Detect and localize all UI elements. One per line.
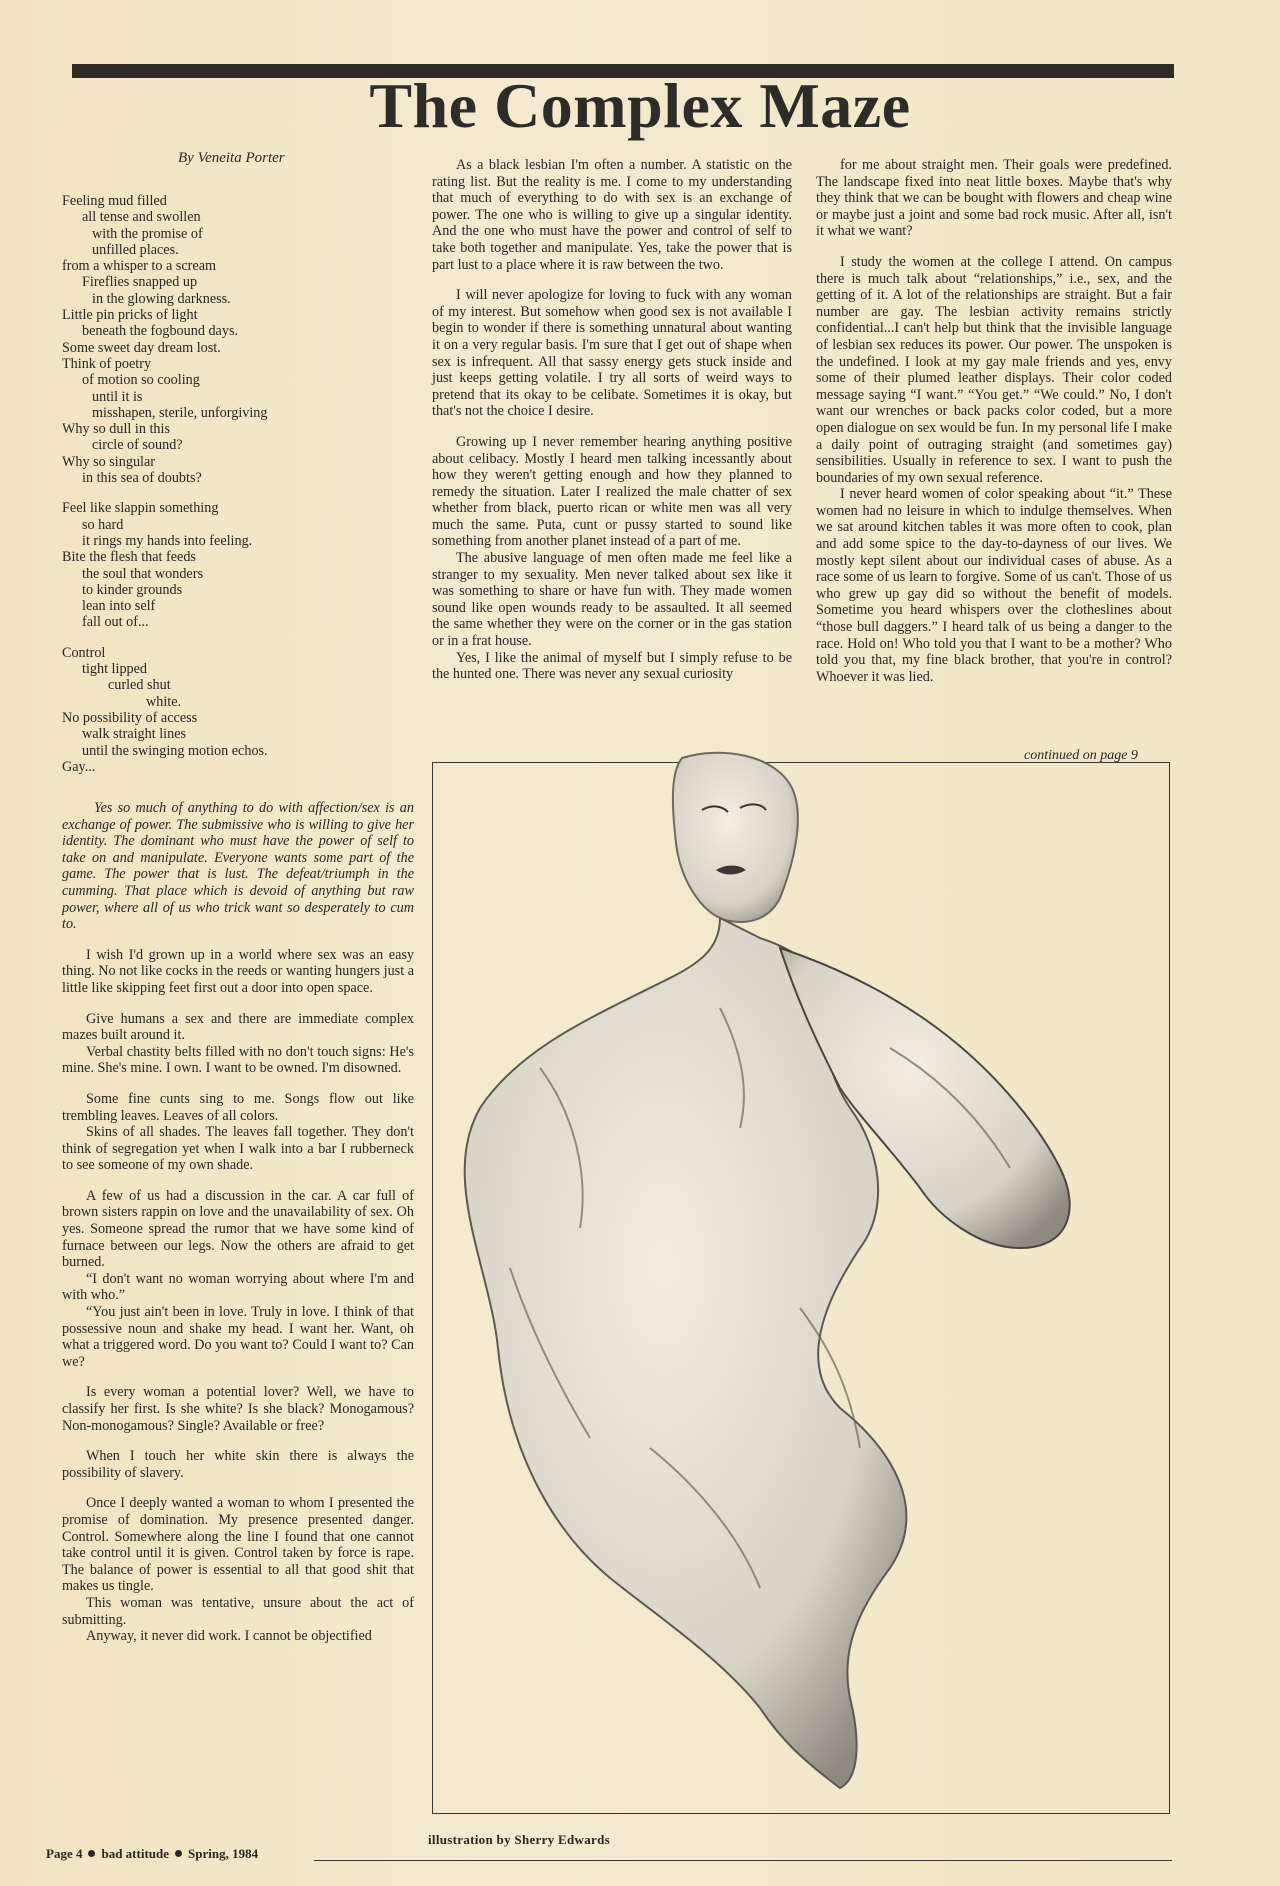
poem-stanza [62,193,362,486]
paragraph: I will never apologize for loving to fuck with any woman of my interest. But somehow when good sex is not available I begin to wonder if there is something unnatural about wanting it on a very regular basis. I'm sure that I get out of shape when sex is infrequent. All that sassy energy gets stuck inside and just keeps getting volatile. I try all sorts of weird ways to pretend that its okay to be celibate. Sometimes it is okay, but that's not the choice I desire. [432,287,792,420]
poem-line: Think of poetry [62,355,152,372]
poem-line: curled shut [108,677,171,694]
poem-line: so hard [82,516,124,533]
poem-line: fall out of... [82,614,149,631]
poem-line: beneath the fogbound days. [82,323,239,340]
poem [62,193,362,789]
byline: By Veneita Porter [178,150,285,166]
paragraph: This woman was tentative, unsure about the act of submitting. [62,1594,414,1628]
issue-date: Spring, 1984 [188,1846,259,1861]
poem-line: in this sea of doubts? [82,470,202,487]
footer-rule [314,1860,1172,1861]
paragraph: “You just ain't been in love. Truly in love. I think of that possessive noun and shake my head. I want her. Want, oh what a triggered word. Do you want to? Could I want to? Can we? [62,1304,414,1370]
poem-line: circle of sound? [92,437,183,454]
poem-line: Control [62,644,106,661]
poem-line: Little pin pricks of light [62,307,198,324]
paragraph: Skins of all shades. The leaves fall together. They don't think of segregation yet when I walk into a bar I rubberneck to see someone of my own shade. [62,1124,414,1174]
poem-line: in the glowing darkness. [92,290,231,307]
poem-line: tight lipped [82,661,148,678]
paragraph: Yes, I like the animal of myself but I simply refuse to be the hunted one. There was never any sexual curiosity [432,649,792,683]
poem-line: Bite the flesh that feeds [62,549,196,566]
poem-line: Why so dull in this [62,421,170,438]
poem-stanza [62,645,362,775]
headline: The Complex Maze [369,70,911,141]
paragraph: As a black lesbian I'm often a number. A statistic on the rating list. But the reality is me. I come to my understanding that much of everything to do with sex is an exchange of power. The one who is willing to give up a singular identity. And the one who must have the power and control of self to take both together and manipulate. Yes, take the power that is part lust to a place where it is raw between the two. [432,157,792,273]
paragraph: Once I deeply wanted a woman to whom I presented the promise of domination. My presence presented danger. Control. Somewhere along the line I found that one cannot take control until it is given. Control taken by force is rape. The balance of power is essential to all that good shit that makes us tingle. [62,1495,414,1595]
paragraph: Yes so much of anything to do with affection/sex is an exchange of power. The submissive who is willing to give her identity. The dominant who must have the power of self to take on and manipulate. Everyone wants some part of the game. The power that is lust. The defeat/triumph in the cumming. That place which is devoid of anything but raw power, where all of us who trick want so desperately to cum to. [62,800,414,933]
publication-name: bad attitude [101,1846,170,1861]
paragraph: Some fine cunts sing to me. Songs flow out like trembling leaves. Leaves of all colors. [62,1090,414,1124]
paragraph: Anyway, it never did work. I cannot be objectified [86,1628,372,1645]
poem-line: Some sweet day dream lost. [62,339,221,356]
poem-line: from a whisper to a scream [62,258,217,275]
poem-line: Fireflies snapped up [82,274,198,291]
paragraph: “I don't want no woman worrying about where I'm and with who.” [62,1270,414,1304]
poem-line: of motion so cooling [82,372,200,389]
poem-line: with the promise of [92,225,203,242]
page-footer [46,1846,258,1862]
figure-illustration [420,748,1200,1828]
poem-line: Why so singular [62,453,155,470]
poem-line: walk straight lines [82,726,187,743]
illustration-credit: illustration by Sherry Edwards [428,1832,610,1847]
left-column-text [62,800,414,1645]
page-number: Page 4 [46,1846,83,1861]
paragraph: The abusive language of men often made me feel like a stranger to my sexuality. Men never talked about sex like it was something to share or have fun with. They made women sound like open wounds ready to be assaulted. It all seemed the same whether they were on the corner or in the gas station or in a frat house. [432,550,792,650]
figure-head [673,753,798,922]
right-column-text [816,157,1172,685]
poem-line: to kinder grounds [82,581,183,598]
poem-line: white. [146,693,182,710]
poem-line: Feel like slappin something [62,500,219,517]
poem-stanza [62,500,362,630]
paragraph: I wish I'd grown up in a world where sex was an easy thing. No not like cocks in the reeds or wanting hungers just a little like skipping feet first out a door into open space. [62,946,414,996]
bullet-icon [175,1850,182,1857]
poem-line: until the swinging motion echos. [82,742,268,759]
poem-line: all tense and swollen [82,209,201,226]
paragraph: Growing up I never remember hearing anything positive about celibacy. Mostly I heard men talking incessantly about how they weren't getting enough and how they planned to remedy the situation. Later I realized the male chatter of sex whether from black, puerto rican or white men was all very much the same. Puta, cunt or pussy started to sound like something from another planet instead of a part of me. [432,433,792,550]
paragraph: I study the women at the college I attend. On campus there is much talk about “relationships,” i.e., sex, and the getting of it. A lot of the relationships are straight. But a fair number are gay. The lesbian activity remains strictly confidential...I can't help but think that the invisible language of lesbian sex reduces its power. Our power. The unspoken is the undefined. I look at my gay male friends and yes, envy some of their plumed leather displays. Their color coded message saying “I want.” “You get.” “We could.” No, I don't want our wrenches or back packs color coded, but a more open dialogue on sex would be fun. In my personal life I make a daily point of outraging straight (and sometimes gay) sensibilities. Usually in reference to sex. I want to push the boundaries of my own sexual reference. [816,253,1172,486]
poem-line: unfilled places. [92,241,179,258]
poem-line: Feeling mud filled [62,193,167,209]
paragraph: Give humans a sex and there are immediate complex mazes built around it. [62,1010,414,1044]
poem-line: it rings my hands into feeling. [82,532,253,549]
paragraph: Is every woman a potential lover? Well, we have to classify her first. Is she white? Is she black? Monogamous? Non-monogamous? Single? Available or free? [62,1384,414,1434]
paragraph: I never heard women of color speaking about “it.” These women had no leisure in which to indulge themselves. When we sat around kitchen tables it was more often to cook, plan and add some spice to the day-to-dayness of our lives. We mostly kept silent about our individual cases of abuse. As a race some of us learn to forgive. Some of us can't. Those of us who grew up gay did so without the benefit of models. Sometime you heard whispers over the clotheslines about “those bull daggers.” I heard talk of us being a danger to the race. Hold on! Who told you that I want to be a mother? Who told you that, my fine black brother, that you're in control? Whoever it was lied. [816,486,1172,685]
continued-note: continued on page 9 [1024,748,1138,763]
poem-line: until it is [92,388,143,405]
poem-line: Gay... [62,758,96,775]
middle-column-text [432,157,792,683]
bullet-icon [88,1850,95,1857]
paragraph: When I touch her white skin there is always the possibility of slavery. [62,1448,414,1481]
poem-line: the soul that wonders [82,565,203,582]
paragraph: A few of us had a discussion in the car. A car full of brown sisters rappin on love and the unavailability of sex. Oh yes. Someone spread the rumor that we have some kind of furnace between our legs. Now the others are afraid to get burned. [62,1187,414,1271]
poem-line: misshapen, sterile, unforgiving [92,404,268,421]
paragraph: for me about straight men. Their goals were predefined. The landscape fixed into neat little boxes. Maybe that's why they think that we can be bought with flowers and cheap wine or maybe just a joint and some bad rock music. After all, isn't it what we want? [816,157,1172,240]
paragraph: Verbal chastity belts filled with no don't touch signs: He's mine. She's mine. I own. I want to be owned. I'm disowned. [62,1043,414,1077]
poem-line: lean into self [82,598,156,615]
poem-line: No possibility of access [62,709,198,726]
